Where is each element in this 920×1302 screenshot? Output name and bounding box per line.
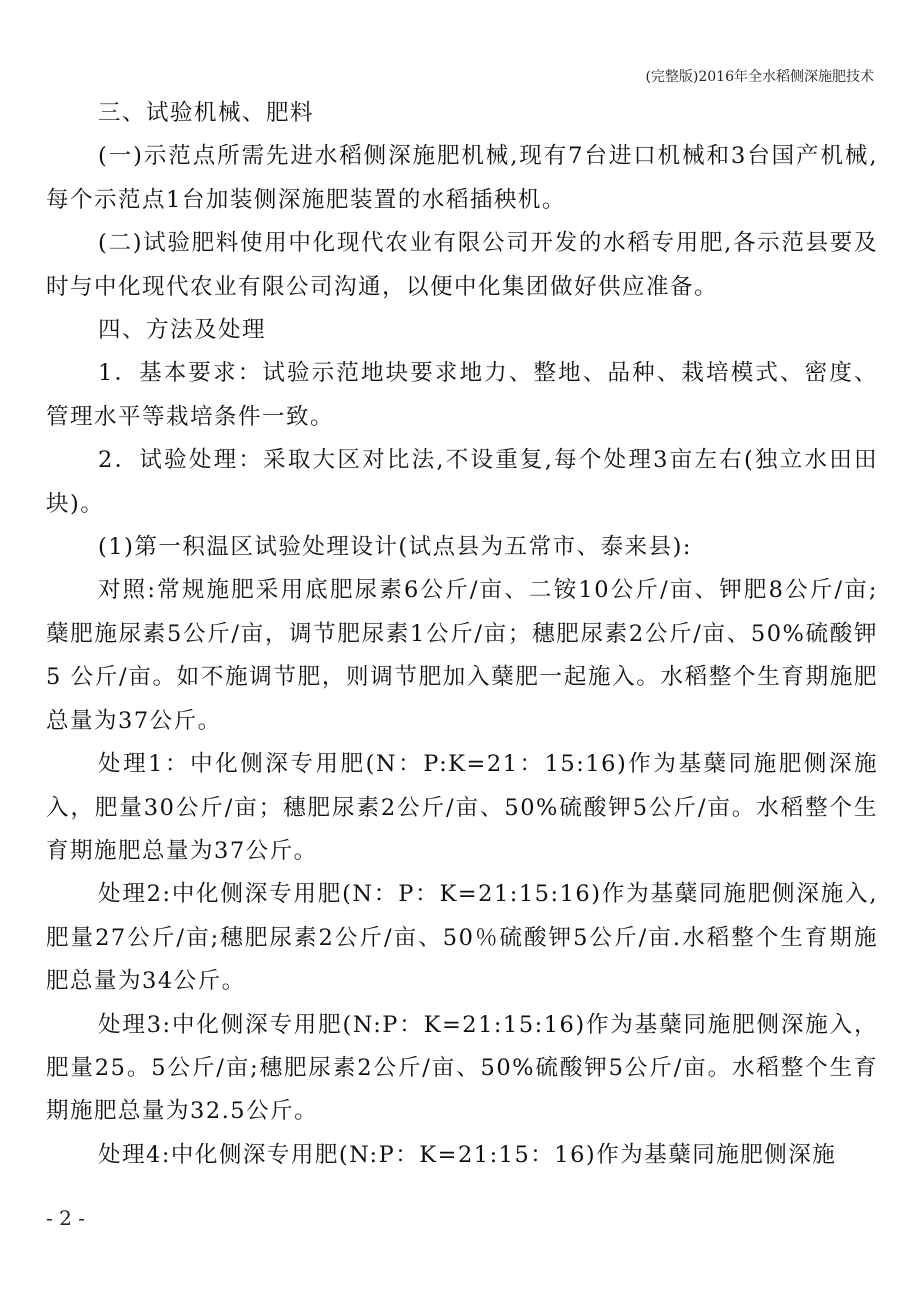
paragraph-treatment-4: 处理4:中化侧深专用肥(N:P：K=21:15：16)作为基蘖同施肥侧深施 [98, 1141, 837, 1168]
paragraph-treatment-2: 处理2:中化侧深专用肥(N：P：K=21:15:16)作为基蘖同施肥侧深施入,肥量27公斤/亩;穗肥尿素2公斤/亩、50％硫酸钾5公斤/亩.水稻整个生育期施肥总量为34公斤。 [46, 881, 878, 995]
section-heading-4: 四、方法及处理 [98, 317, 267, 344]
paragraph-trial-treatment: 2．试验处理：采取大区对比法,不设重复,每个处理3亩左右(独立水田田块)。 [46, 447, 878, 517]
paragraph-treatment-1: 处理1：中化侧深专用肥(N：P:K=21：15:16)作为基蘖同施肥侧深施入，肥量30公斤/亩；穗肥尿素2公斤/亩、50%硫酸钾5公斤/亩。水稻整个生育期施肥总量为37公斤。 [46, 751, 878, 864]
paragraph-basic-requirements: 1．基本要求：试验示范地块要求地力、整地、品种、栽培模式、密度、管理水平等栽培条件一致。 [46, 360, 878, 430]
paragraph-control: 对照:常规施肥采用底肥尿素6公斤/亩、二铵10公斤/亩、钾肥8公斤/亩;蘖肥施尿素5公斤/亩，调节肥尿素1公斤/亩；穗肥尿素2公斤/亩、50%硫酸钾5 公斤/亩。如不施调节肥，则调节肥加入蘖肥一起施入。水稻整个生育期施肥总量为37公斤。 [46, 577, 878, 734]
paragraph-treatment-3: 处理3:中化侧深专用肥(N:P：K=21:15:16)作为基蘖同施肥侧深施入，肥量25。5公斤/亩;穗肥尿素2公斤/亩、50%硫酸钾5公斤/亩。水稻整个生育期施肥总量为32.5公斤。 [46, 1011, 878, 1125]
paragraph-machinery: (一)示范点所需先进水稻侧深施肥机械,现有7台进口机械和3台国产机械,每个示范点1台加装侧深施肥装置的水稻插秧机。 [46, 143, 878, 213]
paragraph-zone-1-design: (1)第一积温区试验处理设计(试点县为五常市、泰来县): [98, 534, 693, 561]
paragraph-fertilizer: (二)试验肥料使用中化现代农业有限公司开发的水稻专用肥,各示范县要及时与中化现代农业有限公司沟通，以便中化集团做好供应准备。 [46, 230, 878, 300]
page-number: - 2 - [46, 1206, 85, 1230]
section-heading-3: 三、试验机械、肥料 [98, 100, 315, 126]
running-header: (完整版)2016年全水稻侧深施肥技术 [645, 69, 874, 85]
document-body [46, 92, 878, 1177]
